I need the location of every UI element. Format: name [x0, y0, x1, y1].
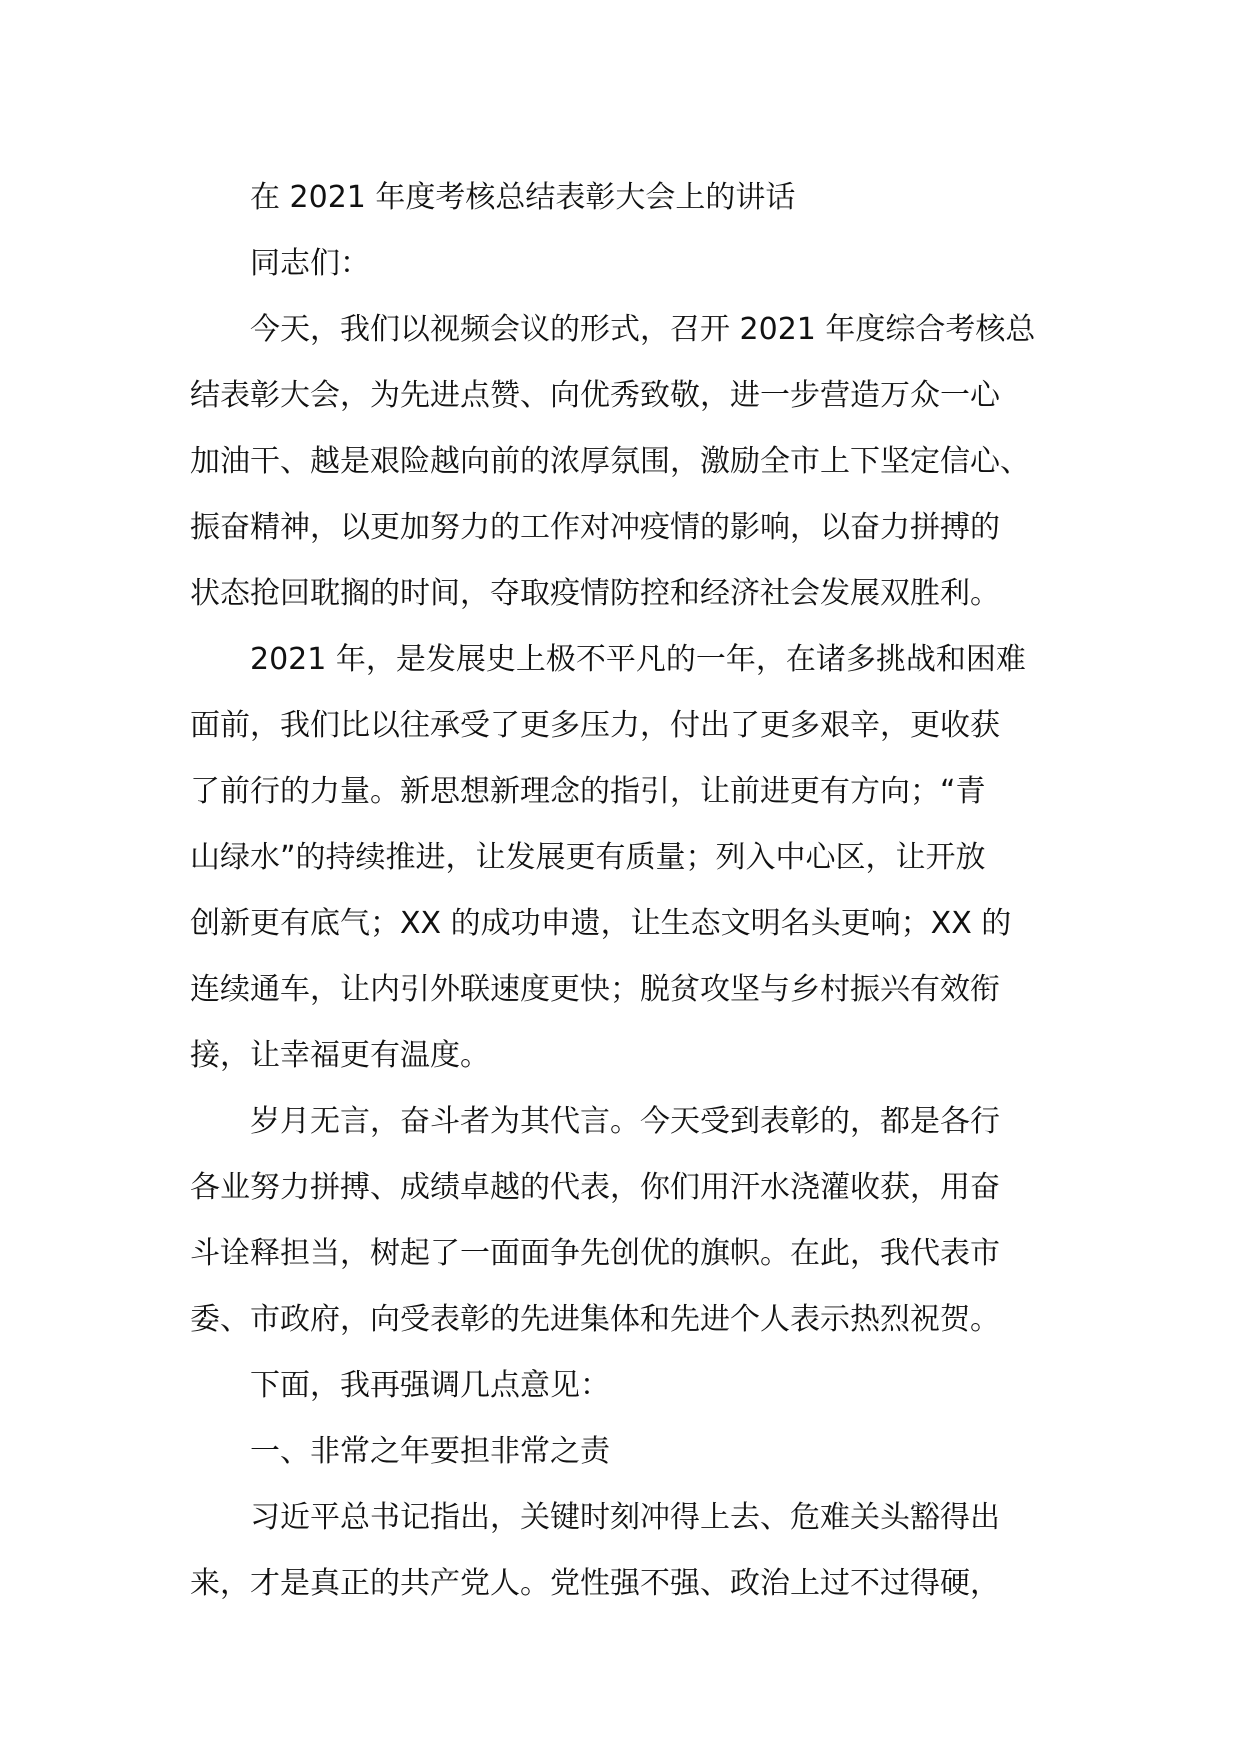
paragraph-line: 连续通车，让内引外联速度更快；脱贫攻坚与乡村振兴有效衔 [190, 972, 1000, 1007]
salutation: 同志们： [250, 246, 370, 281]
paragraph-line: 振奋精神，以更加努力的工作对冲疫情的影响，以奋力拼搏的 [190, 510, 1000, 545]
paragraph-line: 加油干、越是艰险越向前的浓厚氛围，激励全市上下坚定信心、 [190, 444, 1030, 479]
paragraph-5 [190, 1485, 1070, 1617]
paragraph-2 [190, 627, 1070, 1089]
paragraph-line: 岁月无言，奋斗者为其代言。今天受到表彰的，都是各行 [250, 1104, 1000, 1139]
paragraph-line: 来，才是真正的共产党人。党性强不强、政治上过不过得硬， [190, 1566, 1000, 1601]
paragraph-line: 接，让幸福更有温度。 [190, 1038, 490, 1073]
paragraph-3 [190, 1089, 1070, 1353]
paragraph-4 [190, 1353, 1070, 1419]
section-heading-line: 一、非常之年要担非常之责 [250, 1434, 610, 1469]
paragraph-line: 创新更有底气；XX 的成功申遗，让生态文明名头更响；XX 的 [190, 906, 1012, 941]
paragraph-line: 了前行的力量。新思想新理念的指引，让前进更有方向；“青 [190, 774, 986, 809]
paragraph-line: 2021 年，是发展史上极不平凡的一年，在诸多挑战和困难 [250, 642, 1026, 677]
paragraph-line: 各业努力拼搏、成绩卓越的代表，你们用汗水浇灌收获，用奋 [190, 1170, 1000, 1205]
document-body [190, 165, 1070, 1617]
paragraph-line: 结表彰大会，为先进点赞、向优秀致敬，进一步营造万众一心 [190, 378, 1000, 413]
paragraph-line: 山绿水”的持续推进，让发展更有质量；列入中心区，让开放 [190, 840, 986, 875]
paragraph-line: 今天，我们以视频会议的形式，召开 2021 年度综合考核总 [250, 312, 1036, 347]
paragraph-line: 下面，我再强调几点意见： [250, 1368, 610, 1403]
section-heading-1 [190, 1419, 1070, 1485]
paragraph-line: 状态抢回耽搁的时间，夺取疫情防控和经济社会发展双胜利。 [190, 576, 1000, 611]
paragraph-line: 委、市政府，向受表彰的先进集体和先进个人表示热烈祝贺。 [190, 1302, 1000, 1337]
paragraph-line: 面前，我们比以往承受了更多压力，付出了更多艰辛，更收获 [190, 708, 1000, 743]
paragraph-1 [190, 297, 1070, 627]
document-title: 在 2021 年度考核总结表彰大会上的讲话 [250, 180, 796, 215]
paragraph-line: 习近平总书记指出，关键时刻冲得上去、危难关头豁得出 [250, 1500, 1000, 1535]
paragraph-line: 斗诠释担当，树起了一面面争先创优的旗帜。在此，我代表市 [190, 1236, 1000, 1271]
